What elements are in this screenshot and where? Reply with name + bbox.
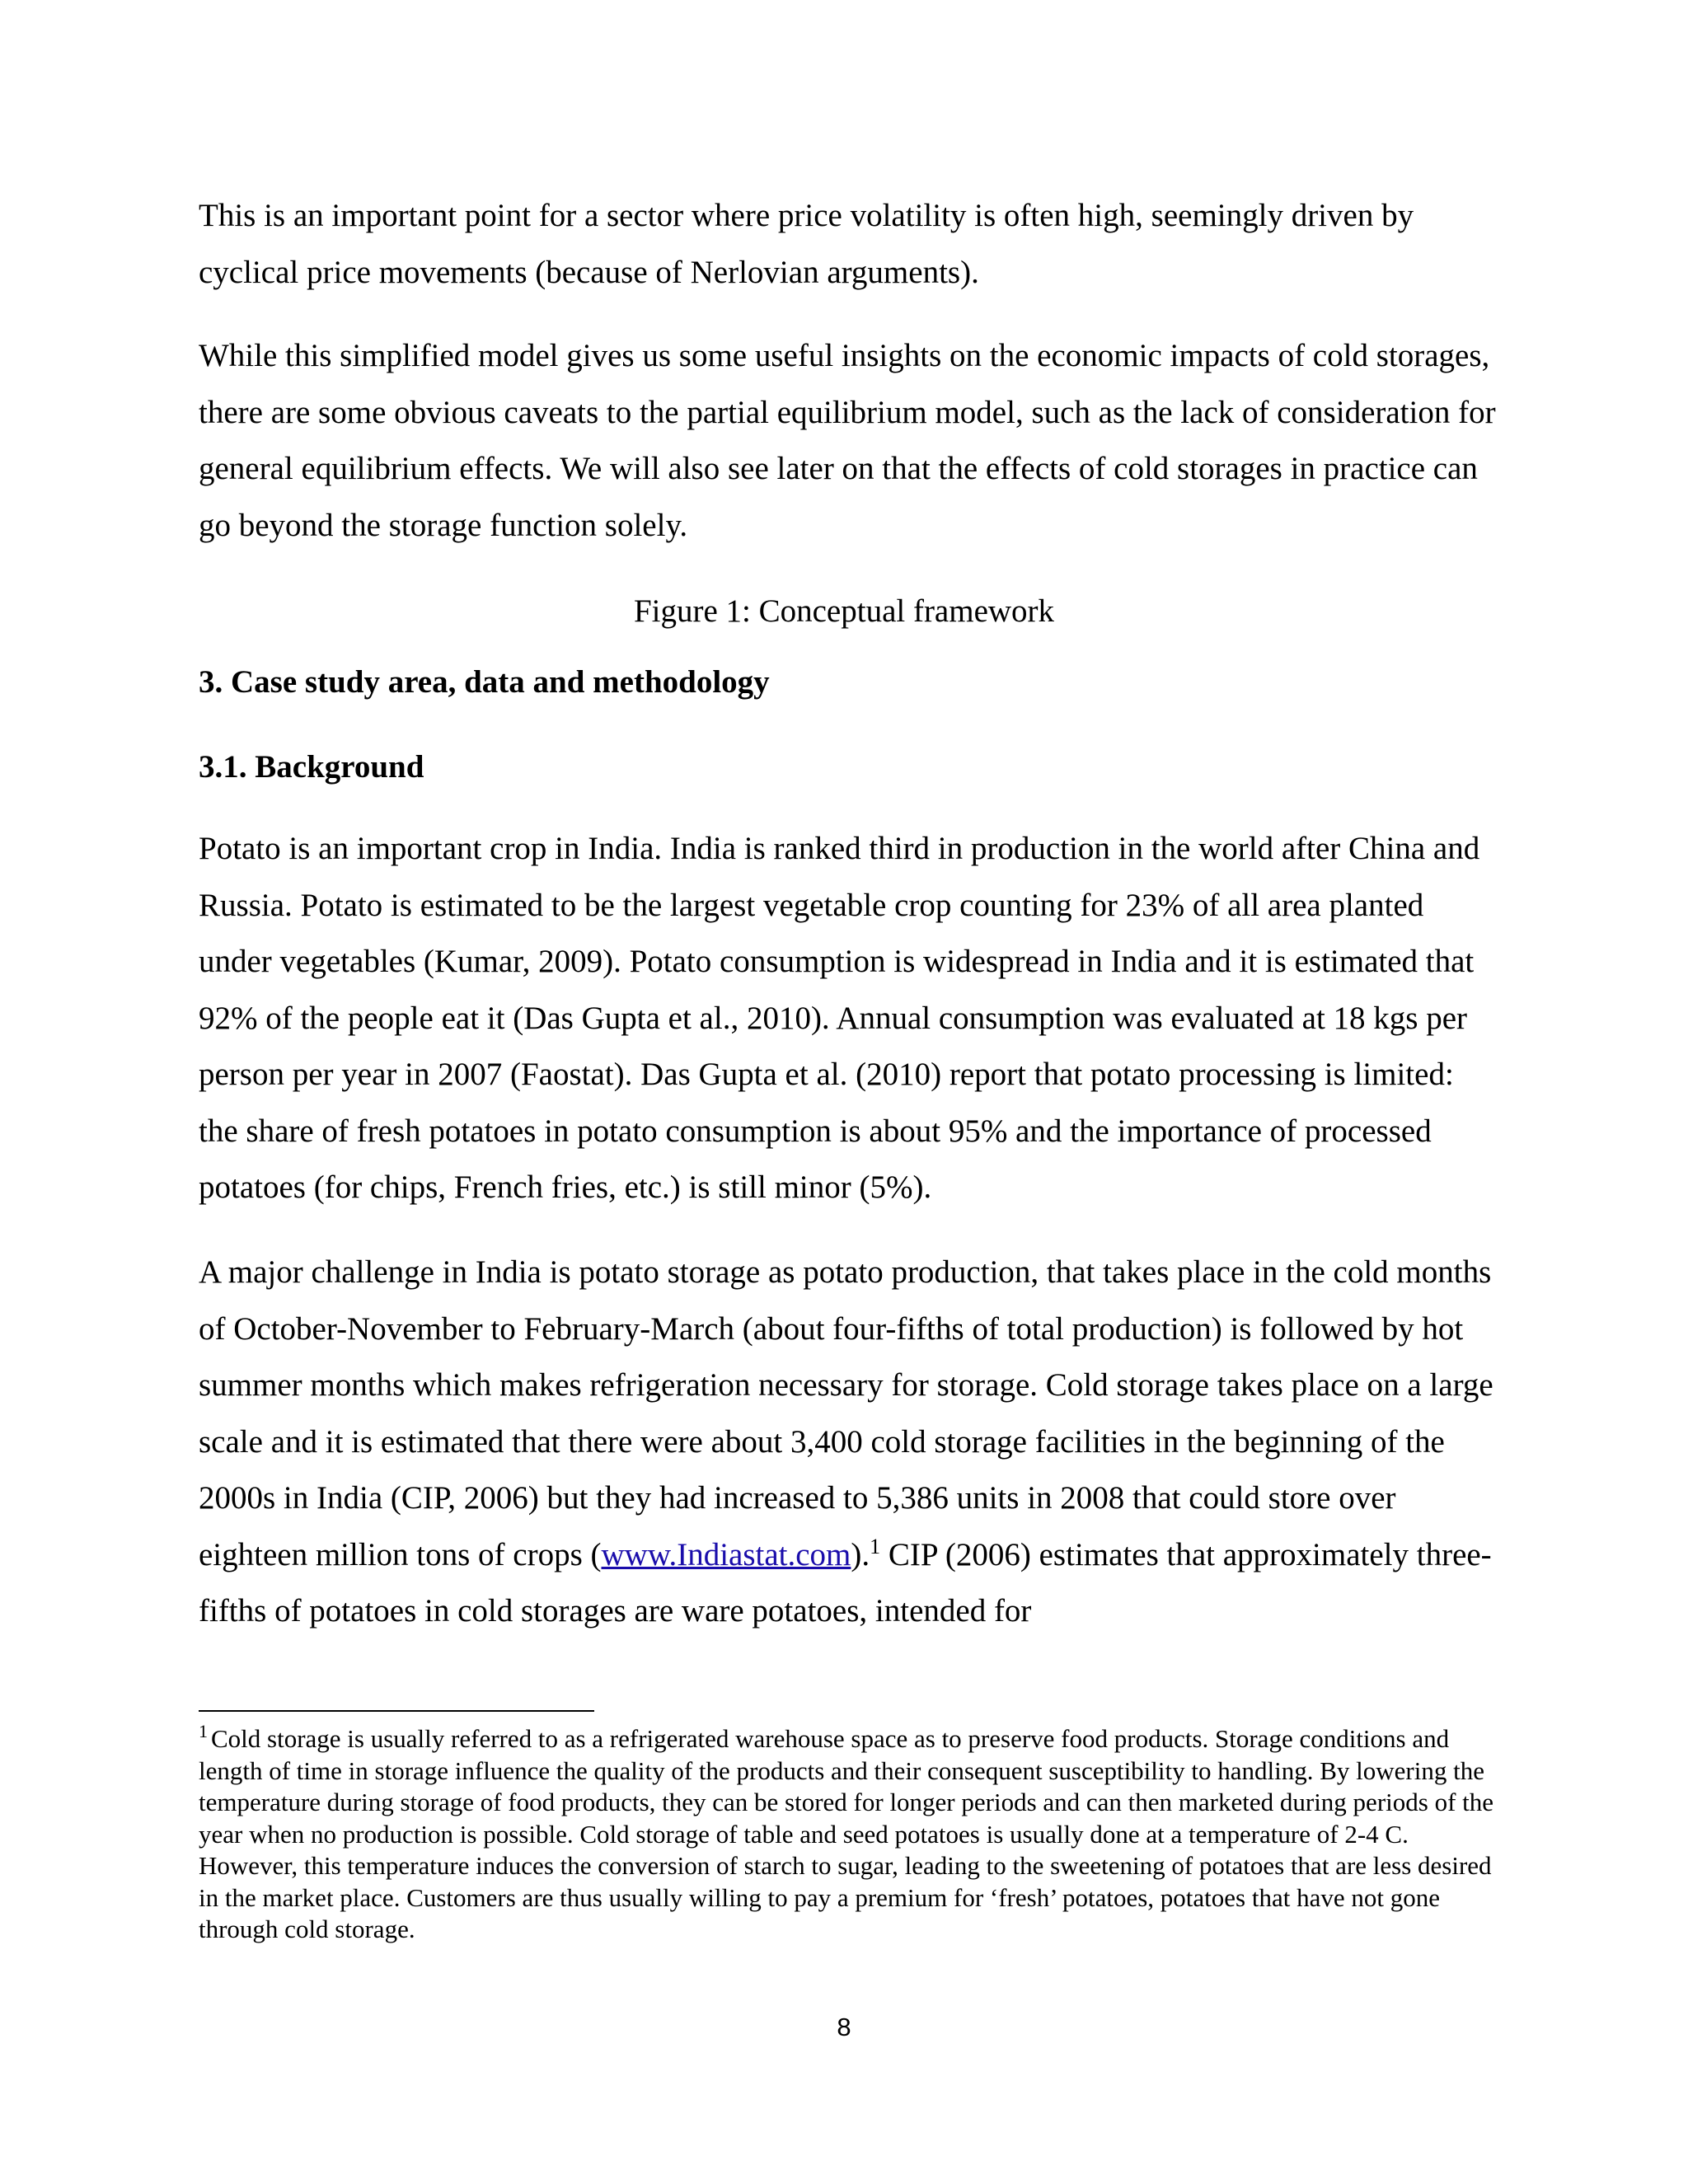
- footnote: [199, 1723, 1501, 1946]
- paragraph-nerlovian: This is an important point for a sector where price volatility is often high, seemingly driven by cyclical price movements (because of Nerlovian arguments).: [199, 198, 1414, 290]
- indiastat-link[interactable]: www.Indiastat.com: [601, 1536, 851, 1572]
- section-heading: 3. Case study area, data and methodology: [199, 664, 770, 700]
- footnote-text: Cold storage is usually referred to as a refrigerated warehouse space as to preserve food products. Storage conditions and length of time in storage influence the quality of the products and their consequent susceptibility to handling. By lowering the temperature during storage of food products, they can be stored for longer periods and can then marketed during periods of the year when no production is possible. Cold storage of table and seed potatoes is usually done at a temperature of 2-4 C. However, this temperature induces the conversion of starch to sugar, leading to the sweetening of potatoes that are less desired in the market place. Customers are thus usually willing to pay a premium for ‘fresh’ potatoes, potatoes that have not gone through cold storage.: [199, 1724, 1494, 1943]
- page-number: 8: [837, 2013, 851, 2041]
- footnote-divider: [199, 1710, 594, 1712]
- footnote-reference[interactable]: 1: [870, 1534, 881, 1558]
- paragraph-cold-storage-text: A major challenge in India is potato storage as potato production, that takes place in the cold months of October-November to February-March (about four-fifths of total production) is followed by hot summer months which makes refrigeration necessary for storage. Cold storage takes place on a large scale and it is estimated that there were about 3,400 cold storage facilities in the beginning of the 2000s in India (CIP, 2006) but they had increased to 5,386 units in 2008 that could store over eighteen million tons of crops (: [199, 1254, 1493, 1572]
- footnote-marker: 1: [199, 1721, 208, 1741]
- paragraph-cold-storage: [199, 1244, 1501, 1640]
- paragraph-cold-storage-close: ).: [851, 1536, 870, 1572]
- subsection-heading: 3.1. Background: [199, 749, 424, 785]
- paragraph-potato-background: Potato is an important crop in India. India is ranked third in production in the world after China and Russia. Potato is estimated to be the largest vegetable crop counting for 23% of all area planted under vegetables (Kumar, 2009). Potato consumption is widespread in India and it is estimated that 92% of the people eat it (Das Gupta et al., 2010). Annual consumption was evaluated at 18 kgs per person per year in 2007 (Faostat). Das Gupta et al. (2010) report that potato processing is limited: the share of fresh potatoes in potato consumption is about 95% and the importance of processed potatoes (for chips, French fries, etc.) is still minor (5%).: [199, 831, 1480, 1205]
- paragraph-simplified-model: While this simplified model gives us some useful insights on the economic impacts of cold storages, there are some obvious caveats to the partial equilibrium model, such as the lack of consideration for general equilibrium effects. We will also see later on that the effects of cold storages in practice can go beyond the storage function solely.: [199, 338, 1496, 543]
- figure-caption: Figure 1: Conceptual framework: [633, 593, 1055, 629]
- paragraph-cold-storage-end: CIP (2006) estimates that approximately three-fifths of potatoes in cold storages are ware potatoes, intended for: [199, 1536, 1492, 1629]
